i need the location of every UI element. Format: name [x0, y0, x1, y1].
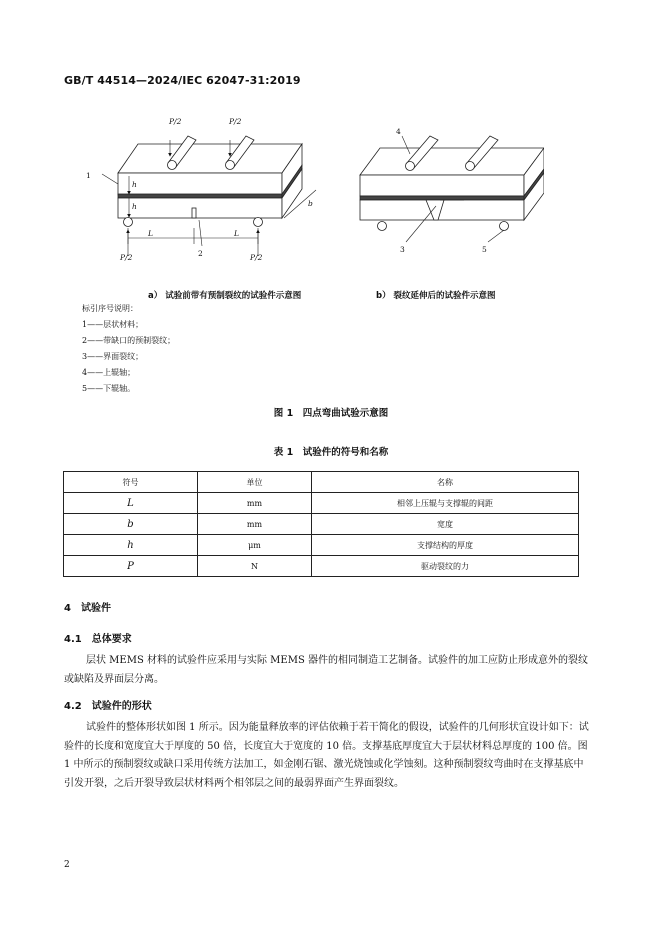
- label-p-top-left: P/2: [169, 118, 182, 126]
- table-header-row: [64, 472, 579, 493]
- caption-a: a） 试验前带有预制裂纹的试验件示意图: [148, 291, 302, 301]
- table-title: 表 1 试验件的符号和名称: [273, 447, 389, 458]
- four-point-bending-figure: [84, 118, 544, 268]
- cell-unit: μm: [198, 535, 312, 556]
- table-row: [64, 535, 579, 556]
- header-symbol: 符号: [64, 472, 198, 493]
- label-2: 2: [198, 249, 203, 258]
- section-4-heading: 4 试验件: [64, 603, 111, 614]
- document-header: GB/T 44514—2024/IEC 62047-31:2019: [64, 74, 301, 87]
- specimen-a: [118, 136, 302, 227]
- table-row: [64, 556, 579, 577]
- label-p-top-right: P/2: [229, 118, 242, 126]
- legend-item: 1——层状材料；: [82, 320, 144, 329]
- caption-b: b） 裂纹延伸后的试验件示意图: [376, 291, 496, 301]
- cell-unit: mm: [198, 493, 312, 514]
- cell-name: 相邻上压辊与支撑辊的间距: [312, 493, 579, 514]
- cell-unit: mm: [198, 514, 312, 535]
- lower-rollers-a: [124, 218, 263, 227]
- section-4-2-heading: 4.2 试验件的形状: [64, 701, 152, 712]
- section-4-2-paragraph: 试验件的整体形状如图 1 所示。因为能量释放率的评估依赖于若干简化的假设，试验件的几何形状宜设计如下：试验件的长度和宽度宜大于厚度的 50 倍，长度宜大于宽度的 10 倍。支撑基底厚度宜大于层状材料总厚度的 100 倍。图 1 中所示的预制裂纹或缺口采用传统方法加工，如金刚石锯、激光烧蚀或化学蚀刻。这种预制裂纹弯曲时在支撑基底中引发开裂，之后开裂导致层状材料两个相邻层之间的最弱界面产生界面裂纹。: [64, 722, 589, 789]
- label-l-left: L: [148, 229, 153, 238]
- page-number: 2: [64, 860, 70, 870]
- cell-symbol: b: [64, 514, 198, 535]
- specimen-b: [360, 136, 544, 231]
- legend-item: 2——带缺口的预制裂纹；: [82, 336, 176, 345]
- header-name: 名称: [312, 472, 579, 493]
- legend-item: 4——上辊轴；: [82, 368, 136, 377]
- legend-item: 5——下辊轴。: [82, 384, 136, 393]
- lower-rollers-b: [378, 222, 509, 231]
- section-4-1-paragraph: 层状 MEMS 材料的试验件应采用与实际 MEMS 器件的相同制造工艺制备。试验件的加工应防止形成意外的裂纹或缺陷及界面层分离。: [64, 655, 588, 685]
- cell-symbol: L: [64, 493, 198, 514]
- cell-name: 宽度: [312, 514, 579, 535]
- label-l-right: L: [234, 229, 239, 238]
- table-row: [64, 493, 579, 514]
- label-3: 3: [400, 245, 405, 254]
- cell-symbol: P: [64, 556, 198, 577]
- cell-name: 支撑结构的厚度: [312, 535, 579, 556]
- label-1: 1: [86, 171, 91, 180]
- cell-name: 驱动裂纹的力: [312, 556, 579, 577]
- table-row: [64, 514, 579, 535]
- label-4: 4: [396, 127, 401, 136]
- cell-unit: N: [198, 556, 312, 577]
- label-b: b: [308, 199, 313, 208]
- figure-title: 图 1 四点弯曲试验示意图: [273, 408, 389, 419]
- section-4-1-heading: 4.1 总体要求: [64, 634, 132, 645]
- header-unit: 单位: [198, 472, 312, 493]
- label-p-bottom-right: P/2: [250, 253, 263, 262]
- legend-title: 标引序号说明：: [82, 304, 138, 313]
- label-h-lower: h: [132, 202, 137, 211]
- label-5: 5: [482, 245, 487, 254]
- symbols-table: [63, 471, 579, 577]
- legend-item: 3——界面裂纹；: [82, 352, 144, 361]
- label-p-bottom-left: P/2: [120, 253, 133, 262]
- label-h-upper: h: [132, 180, 137, 189]
- cell-symbol: h: [64, 535, 198, 556]
